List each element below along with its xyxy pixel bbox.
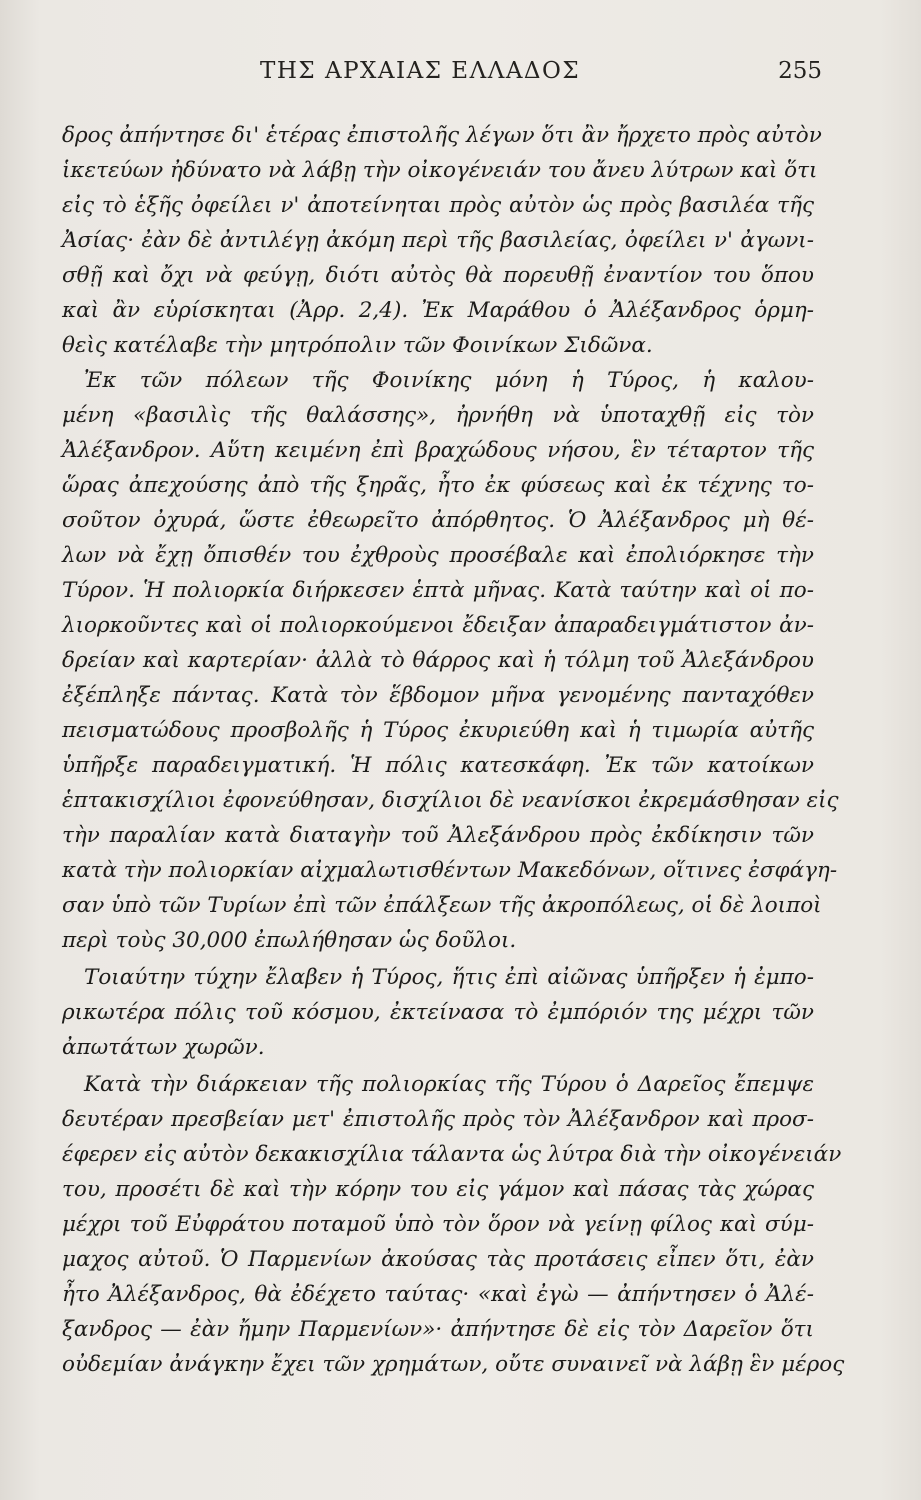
text-line: μένη «βασιλὶς τῆς θαλάσσης», ἠρνήθη νὰ ὑποταχθῇ εἰς τὸν	[62, 403, 814, 428]
text-line: του, προσέτι δὲ καὶ τὴν κόρην του εἰς γάμον καὶ πάσας τὰς χώρας	[62, 1177, 814, 1202]
text-line: Ἐκ τῶν πόλεων τῆς Φοινίκης μόνη ἡ Τύρος, ἡ καλου-	[84, 368, 814, 393]
text-line: ξανδρος — ἐὰν ἤμην Παρμενίων»· ἀπήντησε δὲ εἰς τὸν Δαρεῖον ὅτι	[62, 1317, 814, 1342]
text-line: τὴν παραλίαν κατὰ διαταγὴν τοῦ Ἀλεξάνδρου πρὸς ἐκδίκησιν τῶν	[62, 823, 814, 848]
text-line: ἐξέπληξε πάντας. Κατὰ τὸν ἕβδομον μῆνα γενομένης πανταχόθεν	[62, 683, 814, 708]
text-line: μέχρι τοῦ Εὐφράτου ποταμοῦ ὑπὸ τὸν ὅρον νὰ γείνῃ φίλος καὶ σύμ-	[62, 1212, 814, 1237]
text-line: οὐδεμίαν ἀνάγκην ἔχει τῶν χρημάτων, οὔτε συναινεῖ νὰ λάβῃ ἓν μέρος	[62, 1352, 845, 1377]
paragraph	[62, 118, 822, 363]
paragraph	[62, 363, 839, 958]
text-line: ἱκετεύων ἠδύνατο νὰ λάβῃ τὴν οἰκογένειάν του ἄνευ λύτρων καὶ ὅτι	[62, 158, 818, 183]
text-line: Κατὰ τὴν διάρκειαν τῆς πολιορκίας τῆς Τύρου ὁ Δαρεῖος ἔπεμψε	[84, 1072, 814, 1097]
text-line: κατὰ τὴν πολιορκίαν αἰχμαλωτισθέντων Μακεδόνων, οἵτινες ἐσφάγη-	[62, 858, 838, 883]
text-line: μαχος αὐτοῦ. Ὁ Παρμενίων ἀκούσας τὰς προτάσεις εἶπεν ὅτι, ἐὰν	[62, 1247, 814, 1272]
text-line: ὥρας ἀπεχούσης ἀπὸ τῆς ξηρᾶς, ἦτο ἐκ φύσεως καὶ ἐκ τέχνης το-	[62, 473, 814, 498]
text-line: Ἀσίας· ἐὰν δὲ ἀντιλέγῃ ἀκόμη περὶ τῆς βασιλείας, ὀφείλει ν' ἀγωνι-	[62, 228, 814, 253]
page-number: 255	[778, 58, 822, 84]
text-line: θεὶς κατέλαβε τὴν μητρόπολιν τῶν Φοινίκων Σιδῶνα.	[62, 333, 653, 358]
running-head	[70, 58, 830, 88]
text-line: δρείαν καὶ καρτερίαν· ἀλλὰ τὸ θάρρος καὶ ἡ τόλμη τοῦ Ἀλεξάνδρου	[62, 648, 814, 673]
body-text	[62, 118, 845, 1382]
text-line: δρος ἀπήντησε δι' ἑτέρας ἐπιστολῆς λέγων ὅτι ἂν ἤρχετο πρὸς αὐτὸν	[62, 123, 822, 148]
page-header-title: ΤΗΣ ΑΡΧΑΙΑΣ ΕΛΛΑΔΟΣ	[260, 58, 581, 84]
text-line: περὶ τοὺς 30,000 ἐπωλήθησαν ὡς δοῦλοι.	[62, 928, 517, 953]
text-line: εἰς τὸ ἑξῆς ὀφείλει ν' ἀποτείνηται πρὸς αὐτὸν ὡς πρὸς βασιλέα τῆς	[62, 193, 814, 218]
text-line: ὑπῆρξε παραδειγματική. Ἡ πόλις κατεσκάφη. Ἐκ τῶν κατοίκων	[62, 753, 814, 778]
text-line: ρικωτέρα πόλις τοῦ κόσμου, ἐκτείνασα τὸ ἐμπόριόν της μέχρι τῶν	[62, 1000, 814, 1025]
text-line: έφερεν εἰς αὐτὸν δεκακισχίλια τάλαντα ὡς λύτρα διὰ τὴν οἰκογένειάν	[62, 1142, 842, 1167]
text-line: σοῦτον ὀχυρά, ὥστε ἐθεωρεῖτο ἀπόρθητος. Ὁ Ἀλέξανδρος μὴ θέ-	[62, 508, 814, 533]
text-line: πεισματώδους προσβολῆς ἡ Τύρος ἐκυριεύθη καὶ ἡ τιμωρία αὐτῆς	[62, 718, 814, 743]
text-line: λιορκοῦντες καὶ οἱ πολιορκούμενοι ἔδειξαν ἀπαραδειγμάτιστον ἀν-	[62, 613, 814, 638]
paragraph	[62, 1067, 845, 1382]
text-line: ἦτο Ἀλέξανδρος, θὰ ἐδέχετο ταύτας· «καὶ ἐγὼ — ἀπήντησεν ὁ Ἀλέ-	[62, 1282, 814, 1307]
text-line: ἑπτακισχίλιοι ἐφονεύθησαν, δισχίλιοι δὲ νεανίσκοι ἐκρεμάσθησαν εἰς	[62, 788, 839, 813]
text-line: Ἀλέξανδρον. Αὕτη κειμένη ἐπὶ βραχώδους νήσου, ἓν τέταρτον τῆς	[62, 438, 814, 463]
text-line: ἀπωτάτων χωρῶν.	[62, 1035, 265, 1060]
text-line: σθῇ καὶ ὄχι νὰ φεύγῃ, διότι αὐτὸς θὰ πορευθῇ ἐναντίον του ὅπου	[62, 263, 814, 288]
paragraph	[62, 960, 814, 1065]
text-line: Τοιαύτην τύχην ἔλαβεν ἡ Τύρος, ἥτις ἐπὶ αἰῶνας ὑπῆρξεν ἡ ἐμπο-	[84, 965, 814, 990]
text-line: καὶ ἂν εὑρίσκηται (Ἀρρ. 2,4). Ἐκ Μαράθου ὁ Ἀλέξανδρος ὁρμη-	[62, 298, 814, 323]
text-line: σαν ὑπὸ τῶν Τυρίων ἐπὶ τῶν ἐπάλξεων τῆς ἀκροπόλεως, οἱ δὲ λοιποὶ	[62, 893, 822, 918]
text-line: δευτέραν πρεσβείαν μετ' ἐπιστολῆς πρὸς τὸν Ἀλέξανδρον καὶ προσ-	[62, 1107, 814, 1132]
text-line: λων νὰ ἔχῃ ὄπισθέν του ἐχθροὺς προσέβαλε καὶ ἐπολιόρκησε τὴν	[62, 543, 814, 568]
text-line: Τύρον. Ἡ πολιορκία διήρκεσεν ἑπτὰ μῆνας. Κατὰ ταύτην καὶ οἱ πο-	[62, 578, 814, 603]
